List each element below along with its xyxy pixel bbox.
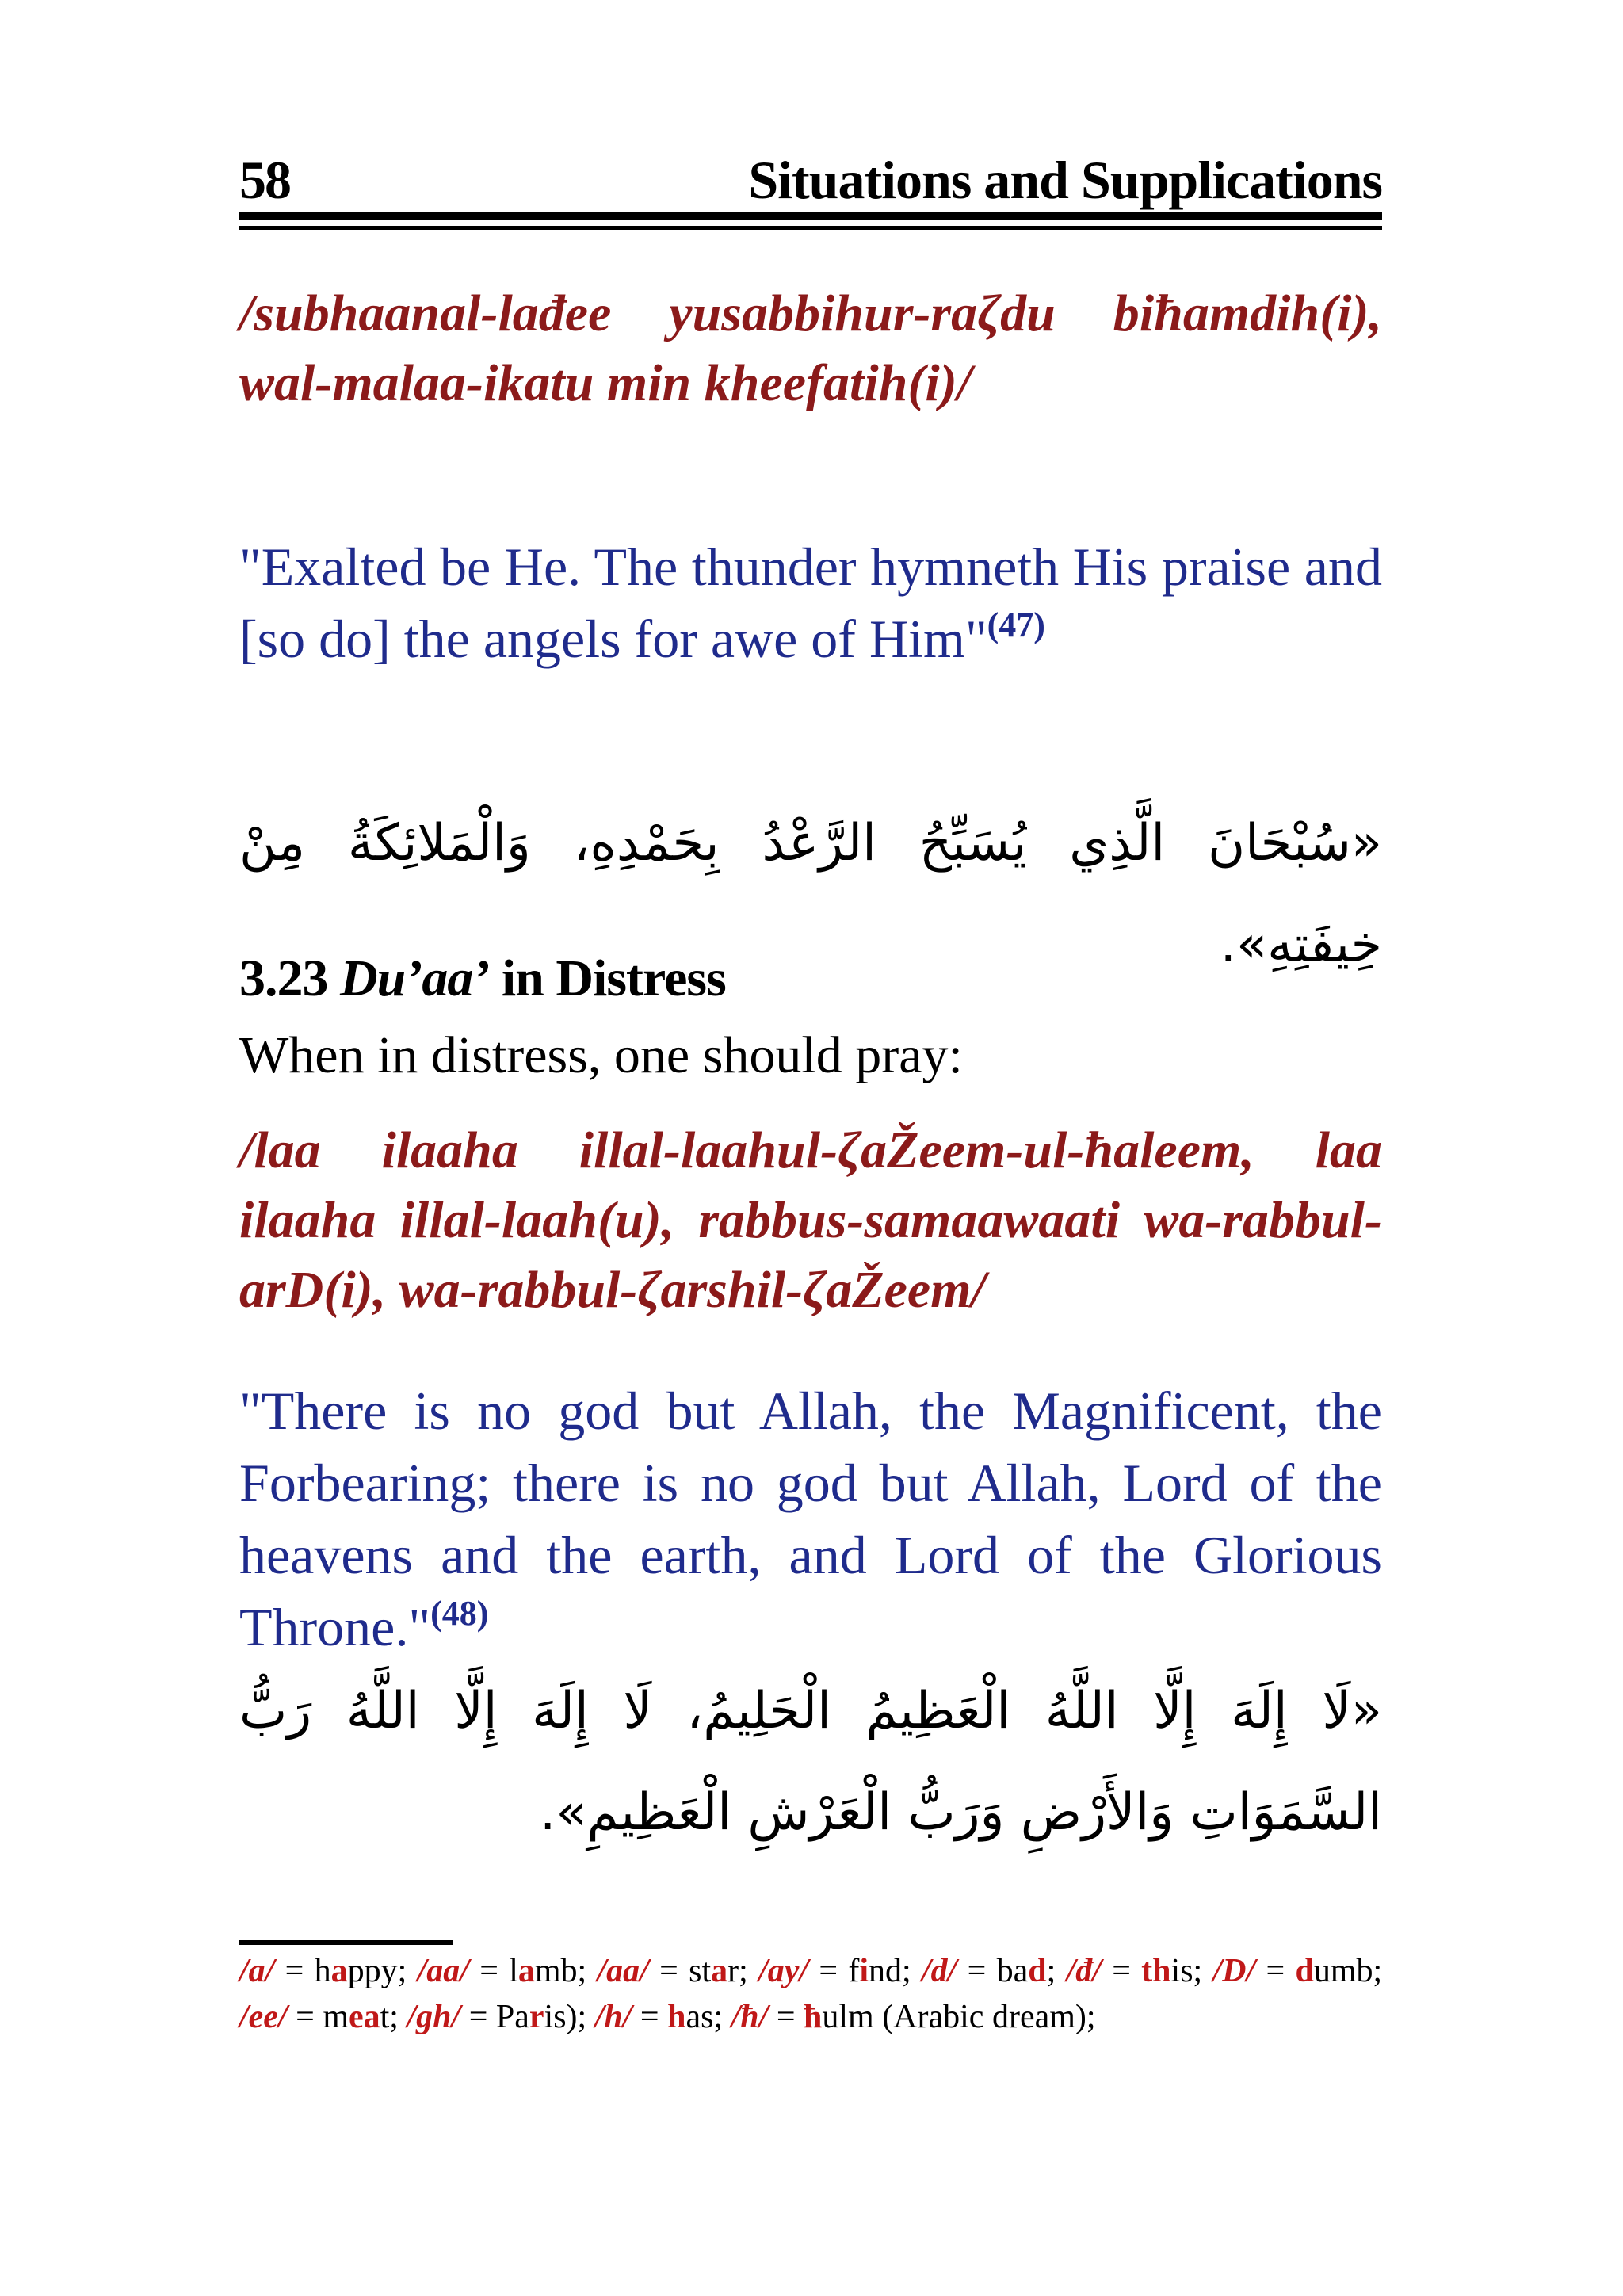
page-header [239,149,1382,220]
translation-2-text: "There is no god but Allah, the Magnificent, the Forbearing; there is no god but Allah, Lord of the heavens and the earth, and Lord of the Glorious Throne." [239,1381,1382,1657]
footnote-entry: /ee/ = meat; [239,1999,399,2035]
footnote-highlight: a [330,1953,348,1989]
translation-1 [239,531,1382,675]
header-rule-thick [239,212,1382,220]
footnote-entry: /gh/ = Paris); [407,1999,587,2035]
section-intro: When in distress, one should pray: [239,1026,963,1084]
page-number: 58 [239,150,290,210]
footnote-entry: /aa/ = lamb; [417,1953,587,1989]
footnote-entry: /D/ = dumb; [1212,1953,1383,1989]
footnote-ref-47: (47) [987,606,1045,644]
footnote-equals: = [274,1953,315,1989]
section-heading [239,947,1382,1010]
section-title-italic: Du’aa’ [340,949,490,1007]
footnote-symbol: /D/ [1212,1953,1256,1989]
footnote-equals: = [632,1999,668,2035]
footnote-symbol: /a/ [239,1953,275,1989]
footnote-highlight: r [529,1999,544,2035]
section-number: 3.23 [239,949,328,1007]
footnote-symbol: /ee/ [239,1999,288,2035]
translation-2 [239,1375,1382,1664]
section-title-rest: in Distress [501,949,726,1007]
footnote-symbol: /gh/ [407,1999,461,2035]
footnote-highlight: a [711,1953,728,1989]
footnote-entry: /aa/ = star; [597,1953,748,1989]
footnote-highlight: h [667,1999,686,2035]
arabic-text-2: «لَا إِلَهَ إِلَّا اللَّهُ الْعَظِيمُ الْحَلِيمُ، لَا إِلَهَ إِلَّا اللَّهُ رَبُّ السَّمَوَاتِ وَالأَرْضِ وَرَبُّ الْعَرْشِ الْعَظِيمِ». [239,1682,1382,1842]
footnote-equals: = [287,1999,323,2035]
footnote-equals: = [1101,1953,1142,1989]
transliteration-2: /laa ilaaha illal-laahul-ζaŽeem-ul-ћaleem, laa ilaaha illal-laah(u), rabbus-samaawaati wa-rabbul-arD(i), wa-rabbul-ζarshil-ζaŽeem/ [239,1121,1382,1319]
footnote-entry: /h/ = has; [594,1999,724,2035]
footnote-ref-48: (48) [430,1594,489,1633]
footnote-entry: /a/ = happy; [239,1953,407,1989]
footnote-equals: = [648,1953,689,1989]
footnote-symbol: /ay/ [758,1953,809,1989]
running-title: Situations and Supplications [748,150,1382,210]
footnote-equals: = [460,1999,496,2035]
footnote-symbol: /đ/ [1066,1953,1102,1989]
footnote-highlight: th [1141,1953,1171,1989]
footnote-highlight: ћ [804,1999,823,2035]
footnote-equals: = [957,1953,997,1989]
footnote-entry: /ay/ = find; [758,1953,911,1989]
footnote-highlight: i [859,1953,869,1989]
footnote-equals: = [468,1953,510,1989]
translation-1-text: "Exalted be He. The thunder hymneth His praise and [so do] the angels for awe of Him" [239,537,1382,669]
footnote-equals: = [808,1953,849,1989]
header-rule-thin [239,226,1382,230]
footnote-highlight: ea [348,1999,380,2035]
footnote-symbol: /ћ/ [731,1999,769,2035]
transliteration-1: /subhaanal-lađee yusabbihur-raζdu biћamdih(i), wal-malaa-ikatu min kheefatih(i)/ [239,285,1382,412]
footnote-symbol: /aa/ [597,1953,649,1989]
pronunciation-footnote [239,1948,1382,2040]
footnote-equals: = [1255,1953,1296,1989]
footnote-symbol: /aa/ [417,1953,469,1989]
footnote-entry: /đ/ = this; [1066,1953,1203,1989]
footnote-equals: = [768,1999,804,2035]
footnote-entry: /d/ = bad; [921,1953,1056,1989]
footnote-highlight: d [1295,1953,1314,1989]
footnote-highlight: a [517,1953,535,1989]
footnote-highlight: d [1028,1953,1047,1989]
footnote-symbol: /d/ [921,1953,957,1989]
footnote-symbol: /h/ [594,1999,632,2035]
footnote-entry: /ћ/ = ћulm (Arabic dream); [731,1999,1096,2035]
footnote-rule [239,1940,453,1945]
arabic-text-1: «سُبْحَانَ الَّذِي يُسَبِّحُ الرَّعْدُ بِحَمْدِهِ، وَالْمَلائِكَةُ مِنْ خِيفَتِهِ». [239,814,1382,974]
